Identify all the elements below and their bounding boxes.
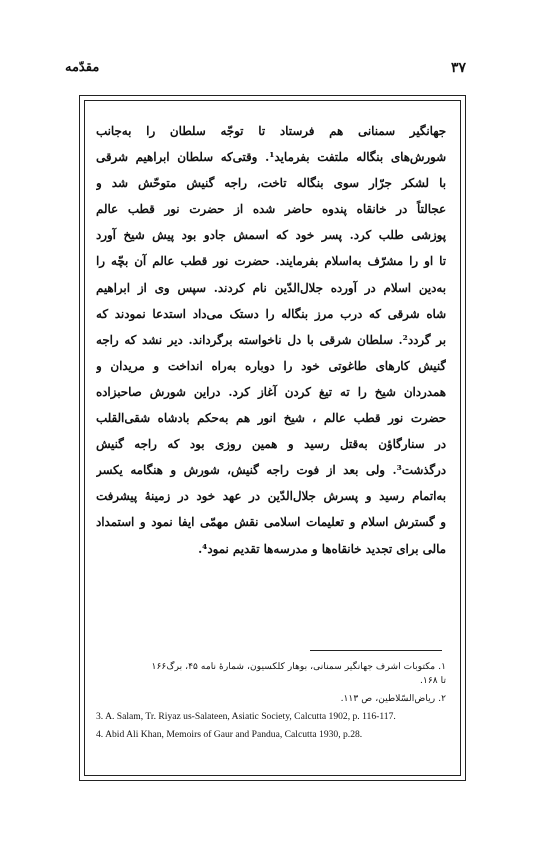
body-line: در سنارگاؤن به‌قتل رسید و همین روزی بود که راجه گنیش: [96, 437, 446, 452]
body-text: [96, 118, 446, 562]
body-line: همدردان شیخ را ته تیغ کردن آغاز کرد. دراین شورش صاحبزاده: [96, 384, 446, 399]
body-line: به‌دین اسلام در آورده جلال‌الدّین نام کردند. سپس وی از ابراهیم: [96, 280, 446, 295]
body-line: بر گردد². سلطان شرقی با دل ناخواسته برگرداند. دیر نشد که راجه: [96, 332, 446, 347]
body-line: به‌اتمام رسید و پسرش جلال‌الدّین در عهد خود در زمینهٔ پیشرفت: [96, 489, 446, 504]
footnote-3: 3. A. Salam, Tr. Riyaz us-Salateen, Asiatic Society, Calcutta 1902, p. 116-117.: [96, 711, 396, 722]
body-line: درگذشت³. ولی بعد از فوت راجه گنیش، شورش و هنگامه یکسر: [96, 463, 446, 478]
footnote-1: ۱. مکتوبات اشرف جهانگیر سمنانی، بوهار کلکسیون، شمارهٔ نامه ۴۵، برگ۱۶۶: [151, 661, 446, 672]
body-line: عجالتاً در خانقاه پندوه حاضر شده از حضرت نور قطب عالم: [96, 202, 446, 217]
body-line: با لشکر جرّار سوی بنگاله تاخت، راجه گنیش متوحّش شد و: [96, 176, 446, 191]
body-line: و گسترش اسلام و تعلیمات اسلامی نقش مهمّی ایفا نمود و استمداد: [96, 515, 446, 530]
footnote-divider: [310, 650, 442, 651]
footnote-2: ۲. ریاض‌السّلاطین، ص ۱۱۳.: [340, 693, 446, 704]
body-line: تا او را مشرّف به‌اسلام بفرمایند. حضرت نور قطب عالم آن بچّه را: [96, 254, 446, 269]
body-line: جهانگیر سمنانی هم فرستاد تا توجّه سلطان را به‌جانب: [96, 124, 446, 138]
footnote-4: 4. Abid Ali Khan, Memoirs of Gaur and Pandua, Calcutta 1930, p.28.: [96, 729, 363, 740]
footnote-1-continued: تا ۱۶۸.: [419, 675, 446, 686]
body-line: پوزشی طلب کرد. پسر خود که اسمش جادو بود پیش شیخ آورد: [96, 228, 446, 243]
body-line: گنیش کارهای طاغوتی خود را دوباره به‌راه انداخت و مریدان و: [96, 358, 446, 373]
body-line: شورش‌های بنگاله ملتفت بفرماید¹. وقتی‌که سلطان ابراهیم شرقی: [96, 150, 446, 165]
body-line: مالی برای تجدید خانقاه‌ها و مدرسه‌ها تقدیم نمود⁴.: [198, 541, 446, 556]
body-line: شاه شرقی که درب مرز بنگاله را دستک می‌داد استدعا نمودند که: [96, 306, 446, 321]
page-number: ۳۷: [450, 60, 466, 76]
running-header-title: مقدّمه: [65, 60, 100, 75]
body-line: حضرت نور قطب عالم ، شیخ انور هم به‌حکم بادشاه شقی‌القلب: [96, 411, 446, 426]
